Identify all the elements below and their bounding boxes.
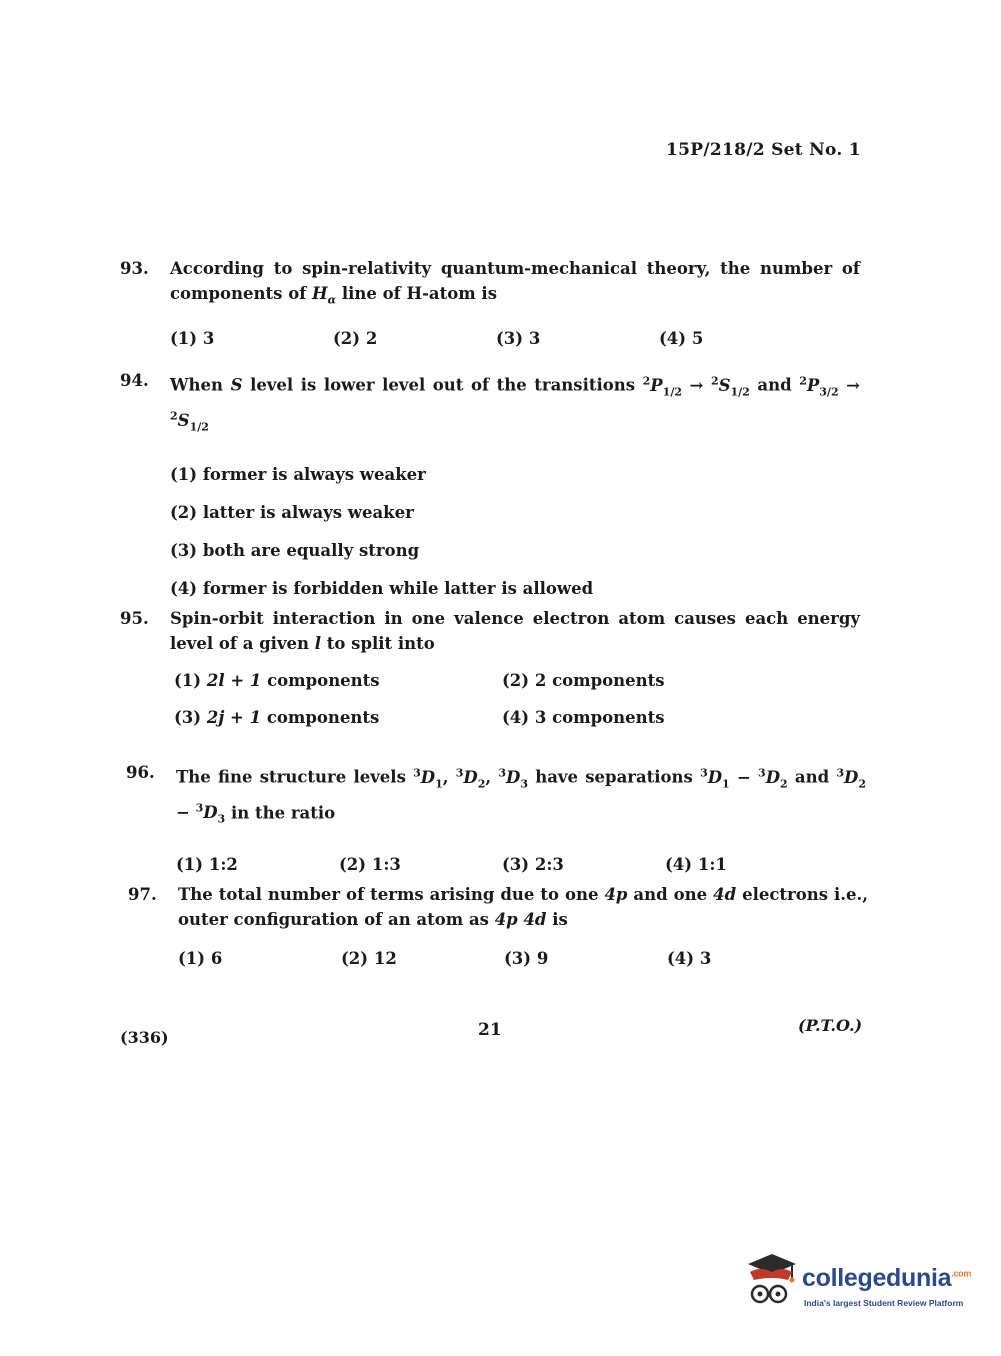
options xyxy=(170,462,860,601)
option-4: (4) former is forbidden while latter is allowed xyxy=(170,578,594,598)
option-2: (2) 2 xyxy=(333,329,378,349)
pto-note: (P.T.O.) xyxy=(798,1016,863,1035)
question-number: 96. xyxy=(126,763,155,782)
question-text: Spin-orbit interaction in one valence electron atom causes each energy level of a given l to split into xyxy=(170,609,860,653)
options xyxy=(176,852,866,877)
question-text: The fine structure levels $^3D_1$, $^3D_2$, $^3D_3$ have separations $^3D_1 - ^3D_2$ and $^3D_2 - ^3D_3$ in the ratio xyxy=(176,766,866,826)
footer-code: (336) xyxy=(120,1028,169,1047)
option-2: (2) 2 components xyxy=(502,671,665,690)
level-3: $^3D_3$ xyxy=(498,766,528,790)
question-95 xyxy=(120,606,860,730)
graduate-mascot-icon xyxy=(742,1250,798,1310)
question-94 xyxy=(120,368,860,614)
question-93 xyxy=(120,256,860,351)
question-text: The total number of terms arising due to one 4p and one 4d electrons i.e., outer configuration of an atom as 4p 4d is xyxy=(178,885,868,929)
option-3: (3) 2:3 xyxy=(502,854,564,874)
transition-1: $^2P_{1/2} \to ^2S_{1/2}$ xyxy=(642,374,750,398)
question-96 xyxy=(126,760,866,877)
level-2: $^3D_2$ xyxy=(455,766,486,790)
option-3: (3) 3 xyxy=(496,329,541,349)
options xyxy=(178,946,868,971)
paper-code: 15P/218/2 Set No. 1 xyxy=(666,140,861,160)
question-number: 93. xyxy=(120,259,149,278)
separation-2: $^3D_2 - ^3D_3$ xyxy=(176,766,866,826)
option-1: (1) former is always weaker xyxy=(170,464,426,484)
options xyxy=(170,326,860,351)
option-4: (4) 3 components xyxy=(502,708,665,727)
transition-2: $^2P_{3/2} \to ^2S_{1/2}$ xyxy=(170,374,860,434)
option-4: (4) 3 xyxy=(667,949,712,968)
question-text: According to spin-relativity quantum-mechanical theory, the number of components of $H_\alpha$ line of H-atom is xyxy=(170,259,860,307)
question-number: 94. xyxy=(120,371,149,390)
question-text: When S level is lower level out of the transitions $^2P_{1/2} \to ^2S_{1/2}$ and $^2P_{3/2} \to ^2S_{1/2}$ xyxy=(170,374,860,434)
option-3: (3) both are equally strong xyxy=(170,540,420,560)
option-2: (2) 12 xyxy=(341,949,397,968)
option-4: (4) 5 xyxy=(659,329,704,349)
option-1: (1) 2l + 1 components xyxy=(174,671,380,690)
options xyxy=(174,668,860,730)
level-1: $^3D_1$ xyxy=(413,766,443,790)
option-1: (1) 3 xyxy=(170,329,215,349)
question-97 xyxy=(128,882,868,971)
question-number: 97. xyxy=(128,885,157,904)
option-2: (2) 1:3 xyxy=(339,854,401,874)
question-number: 95. xyxy=(120,609,149,628)
option-2: (2) latter is always weaker xyxy=(170,502,414,522)
logo-tagline: India's largest Student Review Platform xyxy=(804,1298,964,1308)
option-3: (3) 2j + 1 components xyxy=(174,708,380,727)
page-number: 21 xyxy=(478,1020,502,1040)
option-3: (3) 9 xyxy=(504,949,549,968)
separation-1: $^3D_1 - ^3D_2$ xyxy=(700,766,788,790)
collegedunia-logo xyxy=(742,1250,972,1320)
option-4: (4) 1:1 xyxy=(665,854,727,874)
option-1: (1) 1:2 xyxy=(176,854,238,874)
logo-wordmark: collegedunia$^{.com}$ xyxy=(802,1264,972,1292)
option-1: (1) 6 xyxy=(178,949,223,968)
